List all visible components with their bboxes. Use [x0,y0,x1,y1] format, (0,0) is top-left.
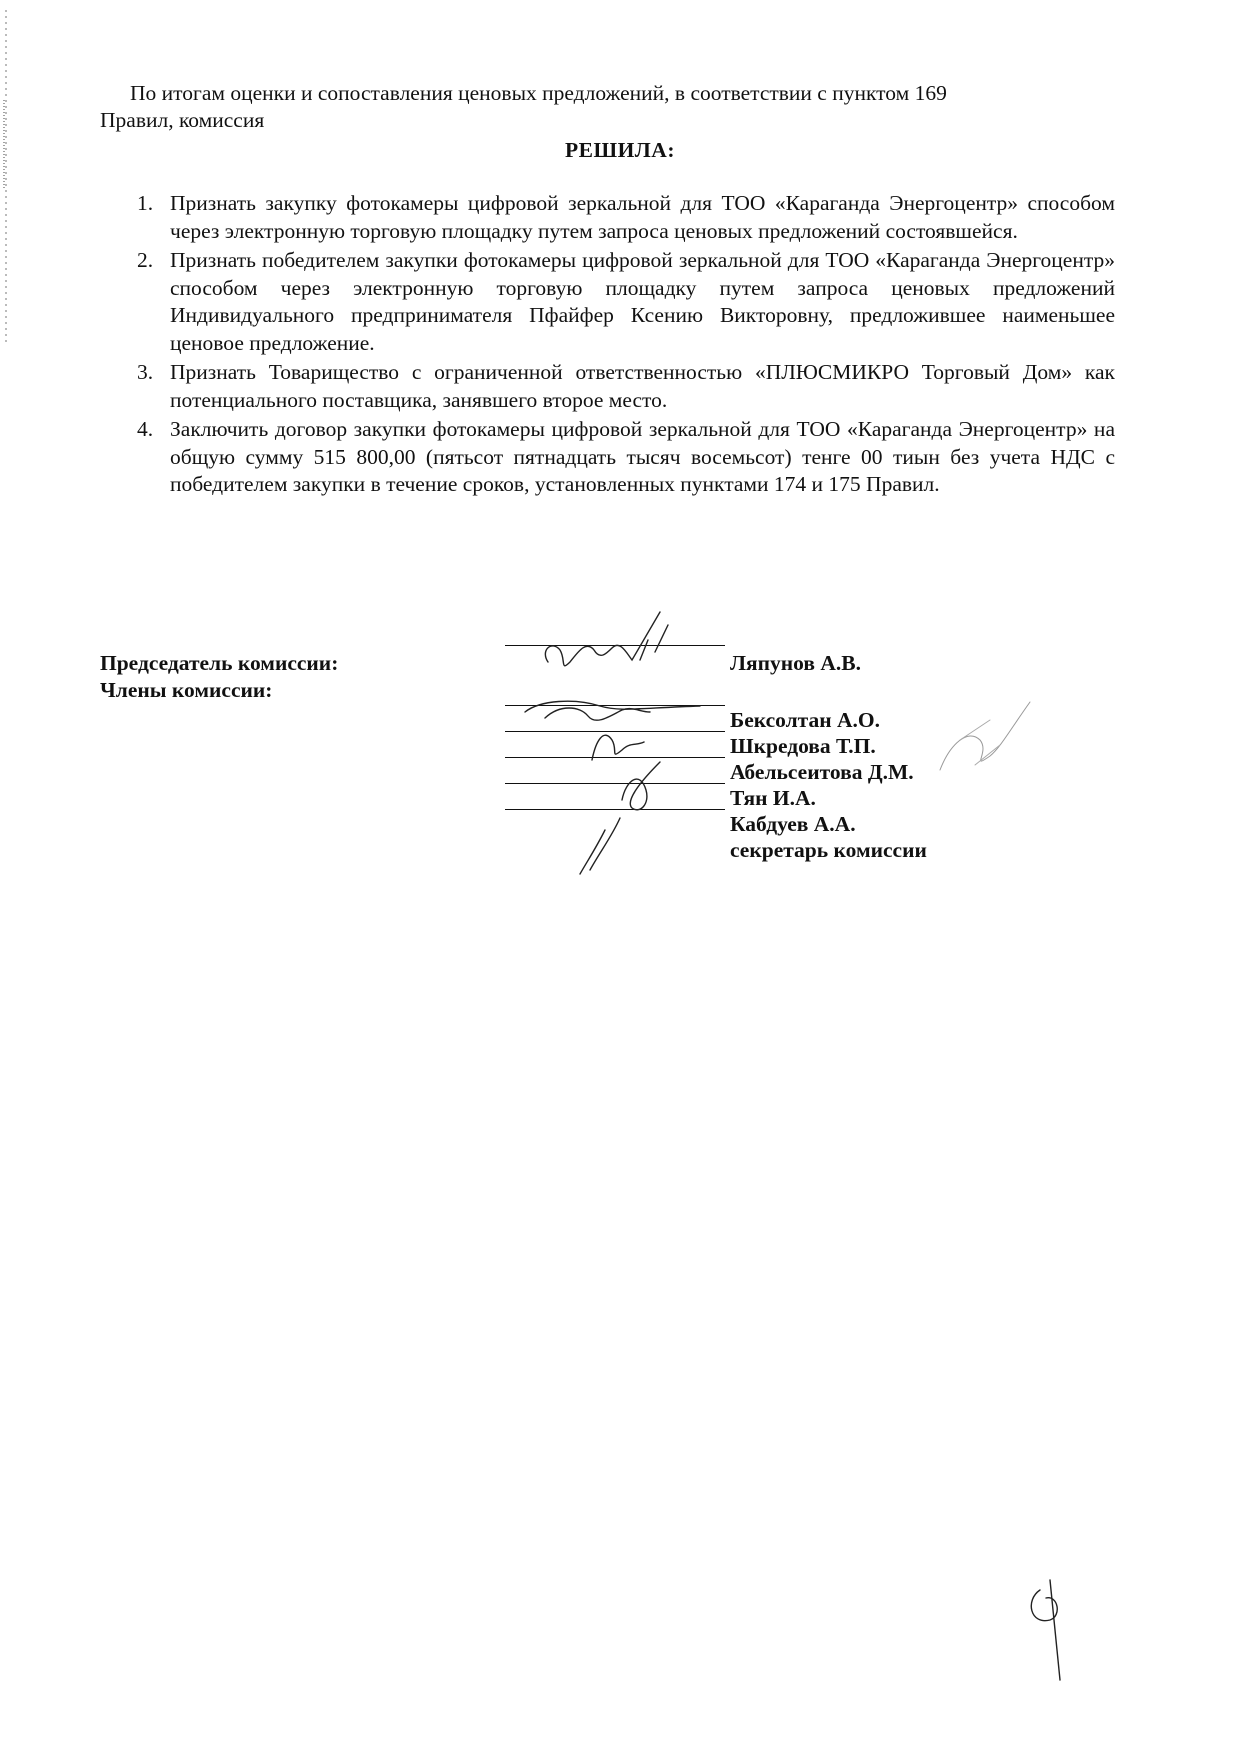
secretary-role: секретарь комиссии [730,838,927,862]
chair-label: Председатель комиссии: [100,651,339,675]
member-name: Шкредова Т.П. [730,734,876,758]
member-name: Кабдуев А.А. [730,812,856,836]
decision-text: Признать победителем закупки фотокамеры цифровой зеркальной для ТОО «Караганда Энергоцентр» способом через электронную торговую площадку путем запроса ценовых предложений Индивидуального предпринимателя Пфайфер Ксению Викторовну, предложившее наименьшее ценовое предложение. [170,248,1115,355]
member-name: Абельсеитова Д.М. [730,760,914,784]
member-name: Бексолтан А.О. [730,708,881,732]
decision-number: 4. [137,417,154,441]
decision-text: Признать Товарищество с ограниченной ответственностью «ПЛЮСМИКРО Торговый Дом» как потенциального поставщика, занявшего второе место. [170,360,1115,412]
decision-text: Признать закупку фотокамеры цифровой зеркальной для ТОО «Караганда Энергоцентр» способом через электронную торговую площадку путем запроса ценовых предложений состоявшейся. [170,191,1115,243]
chair-name: Ляпунов А.В. [730,651,861,675]
member-name: Тян И.А. [730,786,816,810]
decision-heading: РЕШИЛА: [564,138,675,162]
decision-number: 3. [137,360,154,384]
decision-number: 1. [137,191,154,215]
intro-line-2: Правил, комиссия [100,108,265,132]
decision-text: Заключить договор закупки фотокамеры цифровой зеркальной для ТОО «Караганда Энергоцентр» на общую сумму 515 800,00 (пятьсот пятнадцать тысяч восемьсот) тенге 00 тиын без учета НДС с победителем закупки в течение сроков, установленных пунктами 174 и 175 Правил. [170,417,1115,496]
members-label: Члены комиссии: [100,678,273,702]
decision-number: 2. [137,248,154,272]
intro-line-1: По итогам оценки и сопоставления ценовых предложений, в соответствии с пунктом 169 [130,81,947,105]
